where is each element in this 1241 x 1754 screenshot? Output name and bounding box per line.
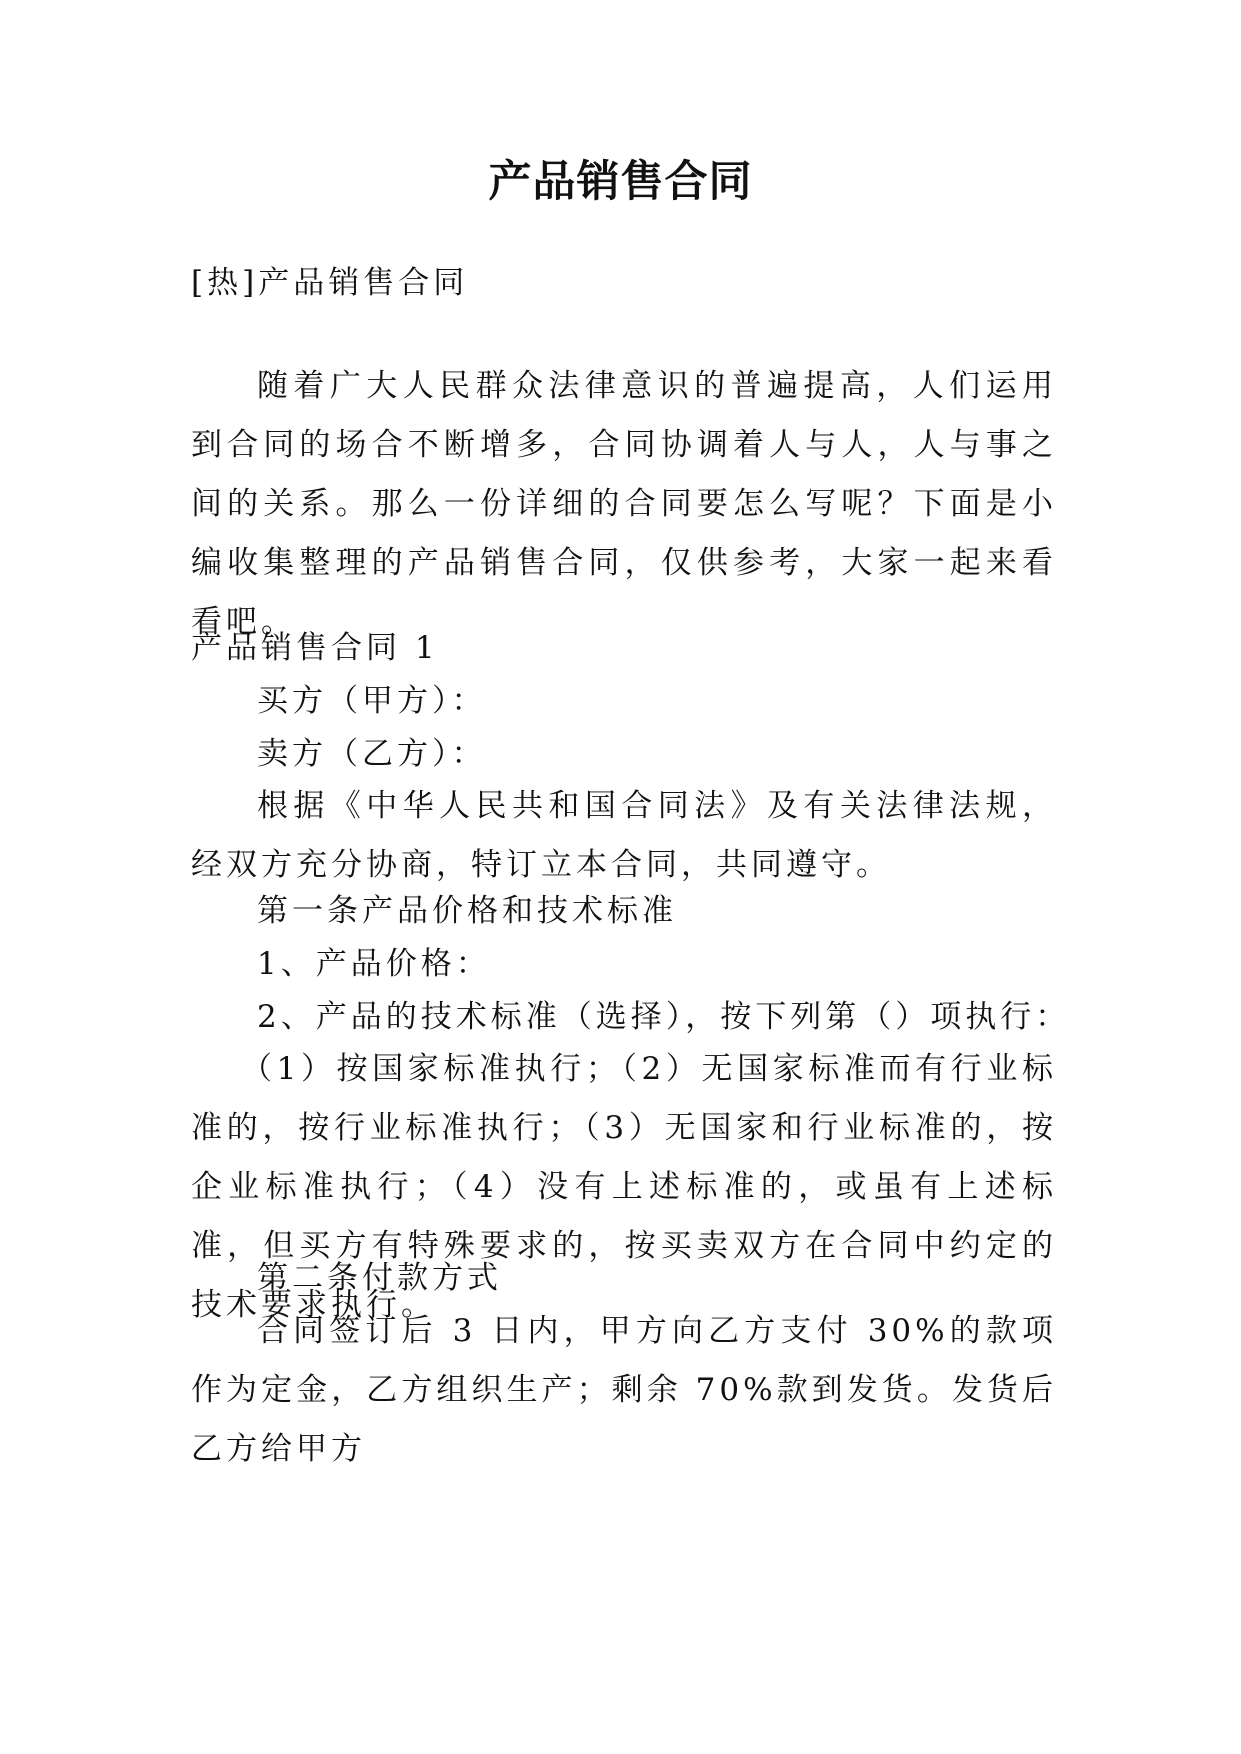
basis-paragraph: 根据《中华人民共和国合同法》及有关法律法规，经双方充分协商，特订立本合同，共同遵守。 [191, 788, 1057, 883]
document-title: 产品销售合同 [488, 157, 753, 207]
seller-line: 卖方（乙方）： [257, 736, 487, 772]
buyer-line: 买方（甲方）： [257, 683, 487, 719]
article1-title: 第一条产品价格和技术标准 [257, 893, 677, 929]
article1-item1: 1、产品价格： [257, 946, 491, 982]
article1-options: （1）按国家标准执行；（2）无国家标准而有行业标准的，按行业标准执行；（3）无国家和行业标准的，按企业标准执行；（4）没有上述标准的，或虽有上述标准，但买方有特殊要求的，按买卖双方在合同中约定的技术要求执行。 [191, 1051, 1057, 1323]
article2-body: 合同签订后 3 日内，甲方向乙方支付 30%的款项作为定金，乙方组织生产；剩余 70%款到发货。发货后乙方给甲方 [191, 1313, 1057, 1467]
intro-paragraph: 随着广大人民群众法律意识的普遍提高，人们运用到合同的场合不断增多，合同协调着人与人，人与事之间的关系。那么一份详细的合同要怎么写呢？下面是小编收集整理的产品销售合同，仅供参考，大家一起来看看吧。 [191, 368, 1057, 640]
document-subtitle: [热]产品销售合同 [191, 265, 469, 301]
article1-item2: 2、产品的技术标准（选择），按下列第（）项执行： [257, 999, 1071, 1035]
section-heading: 产品销售合同 1 [191, 630, 439, 666]
article2-title: 第二条付款方式 [257, 1260, 502, 1296]
